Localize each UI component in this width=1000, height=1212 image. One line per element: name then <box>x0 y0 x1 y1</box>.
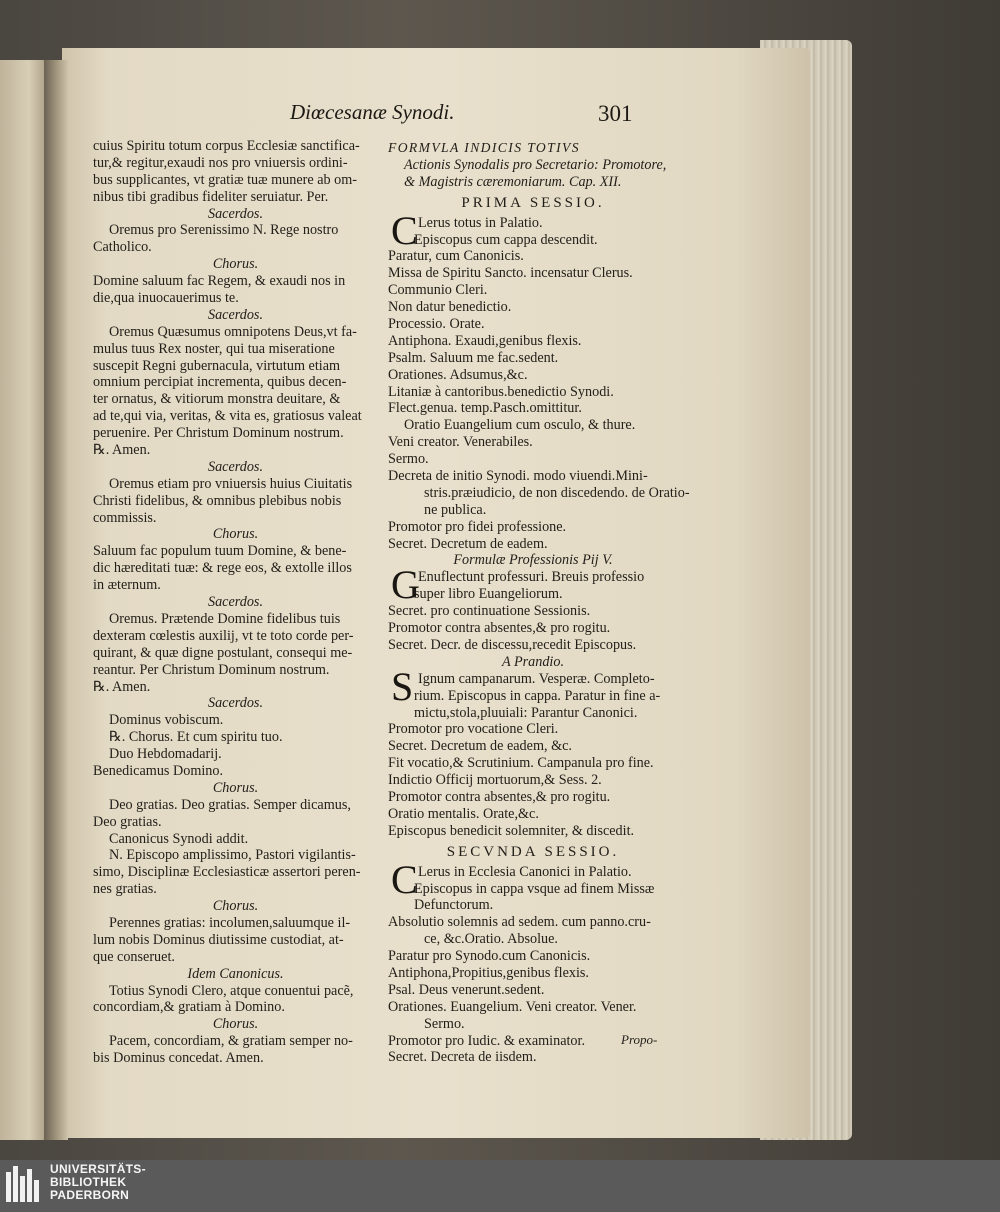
left-line: in æternum. <box>93 577 161 594</box>
left-line: ℞. Amen. <box>93 678 151 695</box>
drop-capital: G <box>391 562 420 608</box>
right-rubric: Formulæ Professionis Pij V. <box>453 552 613 569</box>
running-head: Diœcesanæ Synodi. <box>290 100 455 124</box>
left-rubric: Sacerdos. <box>207 205 264 222</box>
right-line: ne publica. <box>424 501 487 518</box>
right-line: Veni creator. Venerabiles. <box>388 434 533 451</box>
left-line: cuius Spiritu totum corpus Ecclesiæ sanctifica- <box>93 138 360 154</box>
drop-cap-text: Lerus in Ecclesia Canonici in Palatio. <box>418 863 632 880</box>
right-line: Sermo. <box>424 1015 465 1032</box>
drop-cap-text: Ignum campanarum. Vesperæ. Completo- <box>418 670 655 687</box>
right-line: Oratio Euangelium cum osculo, & thure. <box>404 417 636 434</box>
right-line: Litaniæ à cantoribus.benedictio Synodi. <box>388 383 614 400</box>
catchword: Propo- <box>621 1032 658 1047</box>
library-name-line-1: UNIVERSITÄTS- <box>50 1162 146 1176</box>
right-rubric: A Prandio. <box>501 653 564 670</box>
right-line: Secret. Decretum de eadem. <box>388 535 548 552</box>
left-rubric: Sacerdos. <box>207 306 264 323</box>
drop-cap-text: Lerus totus in Palatio. <box>418 214 543 231</box>
left-line: suscepit Regni gubernacula, virtutum etiam <box>93 357 341 374</box>
right-line: stris.præiudicio, de non discedendo. de Oratio- <box>424 484 690 501</box>
left-line: quirant, & quæ digne postulant, consequi me- <box>93 644 353 661</box>
left-line: dexteram cœlestis auxilij, vt te toto corde per- <box>93 627 354 644</box>
left-line: lum nobis Dominus diutissime custodiat, at- <box>93 931 344 948</box>
left-line: simo, Disciplinæ Ecclesiasticæ assertori peren- <box>93 864 361 881</box>
right-line: Defunctorum. <box>414 897 494 914</box>
right-line: Promotor contra absentes,& pro rogitu. <box>388 620 611 637</box>
right-line: Oratio mentalis. Orate,&c. <box>388 805 539 822</box>
left-line: reantur. Per Christum Dominum nostrum. <box>93 661 330 678</box>
left-page-edge <box>0 60 48 1140</box>
right-line: Secret. Decretum de eadem, &c. <box>388 738 572 755</box>
left-line: ℞. Amen. <box>93 442 151 459</box>
library-name-line-3: PADERBORN <box>50 1187 130 1202</box>
left-rubric: Chorus. <box>212 779 259 796</box>
left-line: Dominus vobiscum. <box>109 712 224 729</box>
left-line: ter ornatus, & vitiorum monstra deuitare, & <box>93 391 341 408</box>
left-line: bis Dominus concedat. Amen. <box>93 1050 264 1067</box>
library-name-line-2: BIBLIOTHEK <box>50 1174 127 1189</box>
left-rubric: Chorus. <box>212 526 259 543</box>
left-rubric: Sacerdos. <box>207 458 264 475</box>
left-line: mulus tuus Rex noster, qui tua miseratione <box>93 340 335 357</box>
left-line: tur,& regitur,exaudi nos pro vniuersis ordini- <box>93 154 348 171</box>
right-line: Paratur pro Synodo.cum Canonicis. <box>388 948 591 965</box>
left-line: Oremus Quæsumus omnipotens Deus,vt fa- <box>109 323 357 340</box>
right-line: Sermo. <box>388 451 429 468</box>
right-line: Secret. Decr. de discessu,recedit Episcopus. <box>388 636 637 653</box>
drop-cap-text: Enuflectunt professuri. Breuis professio <box>418 569 645 586</box>
right-line: Orationes. Adsumus,&c. <box>388 366 528 383</box>
left-line: Domine saluum fac Regem, & exaudi nos in <box>93 273 346 290</box>
left-rubric: Chorus. <box>212 1016 259 1033</box>
left-line: Totius Synodi Clero, atque conuentui pacẽ, <box>109 982 354 999</box>
right-line: ce, &c.Oratio. Absolue. <box>424 931 558 948</box>
left-line: N. Episcopo amplissimo, Pastori vigilantis- <box>109 847 356 864</box>
right-line: Paratur, cum Canonicis. <box>388 248 524 265</box>
right-line: Missa de Spiritu Sancto. incensatur Clerus. <box>388 265 633 282</box>
left-line: concordiam,& gratiam à Domino. <box>93 999 285 1016</box>
book-gutter <box>44 60 68 1140</box>
right-line: Flect.genua. temp.Pasch.omittitur. <box>388 400 582 417</box>
drop-capital: C <box>391 856 418 902</box>
left-line: nes gratias. <box>93 881 157 898</box>
right-line: rium. Episcopus in cappa. Paratur in fine a- <box>414 687 661 704</box>
left-line: Duo Hebdomadarij. <box>109 746 222 763</box>
left-line: commissis. <box>93 509 157 526</box>
left-line: omnium percipiat incrementa, quibus decen- <box>93 374 347 391</box>
right-line: Decreta de initio Synodi. modo viuendi.Mini- <box>388 468 648 485</box>
library-name <box>50 1163 146 1201</box>
left-rubric: Chorus. <box>212 898 259 915</box>
left-line: que conseruet. <box>93 948 175 965</box>
left-line: Deo gratias. Deo gratias. Semper dicamus, <box>109 796 351 813</box>
left-line: Christi fidelibus, & omnibus plebibus nobis <box>93 492 342 509</box>
session-heading: PRIMA SESSIO. <box>461 194 605 211</box>
left-line: Canonicus Synodi addit. <box>109 830 249 847</box>
right-line: Promotor pro vocatione Cleri. <box>388 721 559 738</box>
left-line: Benedicamus Domino. <box>93 762 224 779</box>
left-line: bus supplicantes, vt gratiæ tuæ munere ab om- <box>93 171 357 188</box>
right-line: Secret. pro continuatione Sessionis. <box>388 603 591 620</box>
right-line: Fit vocatio,& Scrutinium. Campanula pro fine. <box>388 755 654 772</box>
chapter-subtitle: & Magistris cæremoniarum. Cap. XII. <box>404 173 622 190</box>
left-line: die,qua inuocauerimus te. <box>93 290 239 307</box>
left-line: Oremus etiam pro vniuersis huius Ciuitatis <box>109 475 353 492</box>
left-line: Oremus pro Serenissimo N. Rege nostro <box>109 222 339 239</box>
left-line: peruenire. Per Christum Dominum nostrum. <box>93 425 344 442</box>
left-line: ad te,qui via, veritas, & vita es, gratiosus valeat <box>93 408 362 425</box>
left-rubric: Idem Canonicus. <box>187 965 284 982</box>
left-line: Catholico. <box>93 239 152 256</box>
right-line: Psal. Deus venerunt.sedent. <box>388 981 545 998</box>
right-line: Psalm. Saluum me fac.sedent. <box>388 349 559 366</box>
right-line: Episcopus benedicit solemniter, & discedit. <box>388 822 635 839</box>
left-line: Pacem, concordiam, & gratiam semper no- <box>109 1033 353 1050</box>
left-rubric: Chorus. <box>212 256 259 273</box>
drop-capital: S <box>391 663 414 709</box>
right-line: Antiphona. Exaudi,genibus flexis. <box>388 332 582 349</box>
right-line: Promotor pro fidei professione. <box>388 518 567 535</box>
right-line: super libro Euangeliorum. <box>414 586 563 603</box>
left-line: ℞. Chorus. Et cum spiritu tuo. <box>109 729 283 746</box>
left-text-column <box>93 138 378 1067</box>
session-heading: SECVNDA SESSIO. <box>446 843 620 860</box>
left-rubric: Sacerdos. <box>207 594 264 611</box>
chapter-subtitle: Actionis Synodalis pro Secretario: Promotore, <box>404 156 667 173</box>
left-line: Perennes gratias: incolumen,saluumque il- <box>109 914 351 931</box>
right-line: Indictio Officij mortuorum,& Sess. 2. <box>388 772 602 789</box>
left-rubric: Sacerdos. <box>207 695 264 712</box>
right-line: Episcopus in cappa vsque ad finem Missæ <box>414 880 655 897</box>
left-line: dic hæreditati tuæ: & rege eos, & extolle illos <box>93 560 352 577</box>
left-line: Oremus. Prætende Domine fidelibus tuis <box>109 610 341 627</box>
right-line: Promotor contra absentes,& pro rogitu. <box>388 788 611 805</box>
right-line: Episcopus cum cappa descendit. <box>414 231 598 248</box>
left-line: nibus tibi gradibus fideliter seruiatur. Per. <box>93 188 329 205</box>
right-text-column <box>388 140 690 1066</box>
university-library-logo-icon <box>6 1166 42 1204</box>
right-line: Communio Cleri. <box>388 282 488 299</box>
left-line: Saluum fac populum tuum Domine, & bene- <box>93 543 347 560</box>
footer-bar <box>0 1160 1000 1212</box>
right-line: Antiphona,Propitius,genibus flexis. <box>388 964 589 981</box>
right-line: Absolutio solemnis ad sedem. cum panno.cru- <box>388 914 651 931</box>
chapter-title: FORMVLA INDICIS TOTIVS <box>388 140 580 155</box>
page-number: 301 <box>598 101 633 126</box>
drop-capital: C <box>391 207 418 253</box>
right-line: Orationes. Euangelium. Veni creator. Vener. <box>388 998 637 1015</box>
right-line: Processio. Orate. <box>388 316 485 333</box>
right-line: Promotor pro Iudic. & examinator. <box>388 1032 586 1049</box>
right-line: Non datur benedictio. <box>388 299 512 316</box>
right-line: mictu,stola,pluuiali: Parantur Canonici. <box>414 704 638 721</box>
left-line: Deo gratias. <box>93 813 162 830</box>
right-line: Secret. Decreta de iisdem. <box>388 1049 537 1066</box>
